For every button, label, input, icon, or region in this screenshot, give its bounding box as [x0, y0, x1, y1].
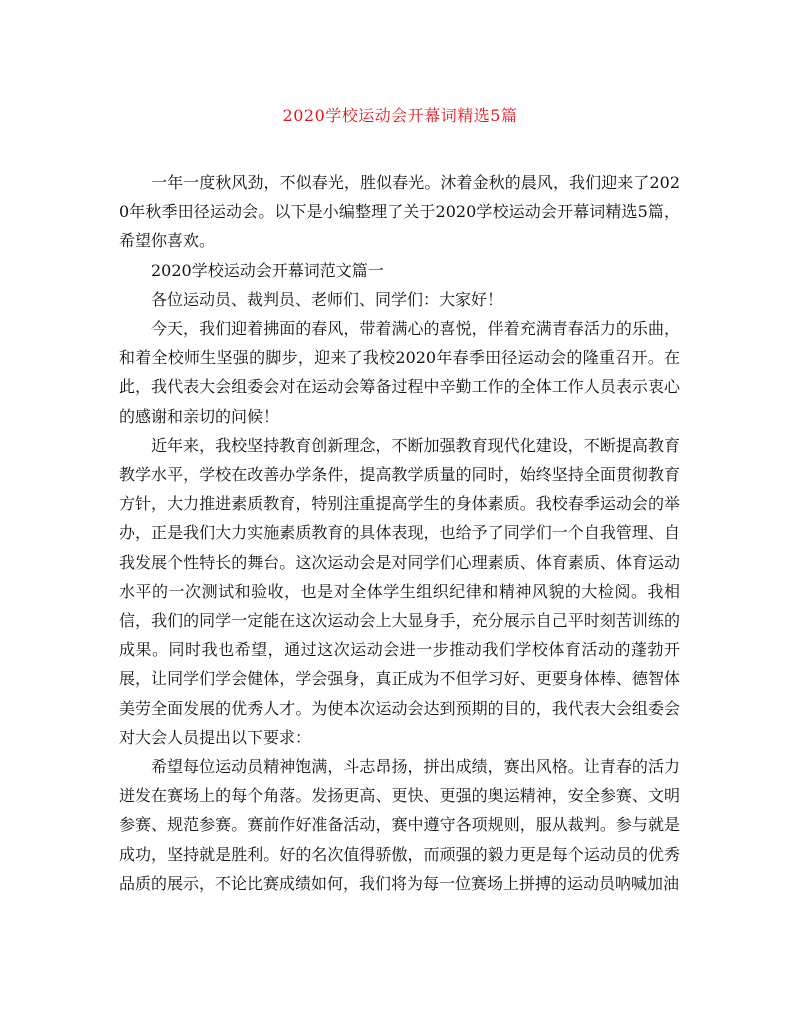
section-heading: 2020学校运动会开幕词范文篇一: [151, 260, 384, 280]
body-paragraph: 近年来，我校坚持教育创新理念，不断加强教育现代化建设，不断提高教育教学水平，学校在改善办学条件，提高教学质量的同时，始终坚持全面贯彻教育方针，大力推进素质教育，特别注重提高学生的身体素质。我校春季运动会的举办，正是我们大力实施素质教育的具体表现，也给予了同学们一个自我管理、自我发展个性特长的舞台。这次运动会是对同学们心理素质、体育素质、体育运动水平的一次测试和验收，也是对全体学生组织纪律和精神风貌的大检阅。我相信，我们的同学一定能在这次运动会上大显身手，充分展示自己平时刻苦训练的成果。同时我也希望，通过这次运动会进一步推动我们学校体育活动的蓬勃开展，让同学们学会健体，学会强身，真正成为不但学习好、更要身体棒、德智体美劳全面发展的优秀人才。为使本次运动会达到预期的目的，我代表大会组委会对大会人员提出以下要求：: [119, 435, 680, 747]
document-title: 2020学校运动会开幕词精选5篇: [282, 106, 518, 125]
athlete-requirements-paragraph: 希望每位运动员精神饱满，斗志昂扬，拼出成绩，赛出风格。让青春的活力迸发在赛场上的每个角落。发扬更高、更快、更强的奥运精神，安全参赛、文明参赛、规范参赛。赛前作好准备活动，赛中遵守各项规则，服从裁判。参与就是成功，坚持就是胜利。好的名次值得骄傲，而顽强的毅力更是每个运动员的优秀品质的展示，不论比赛成绩如何，我们将为每一位赛场上拼搏的运动员呐喊加油: [119, 757, 680, 893]
intro-paragraph: 一年一度秋风劲，不似春光，胜似春光。沐着金秋的晨风，我们迎来了2020年秋季田径运动会。以下是小编整理了关于2020学校运动会开幕词精选5篇，希望你喜欢。: [119, 173, 680, 251]
opening-paragraph: 今天，我们迎着拂面的春风，带着满心的喜悦，伴着充满青春活力的乐曲，和着全校师生坚强的脚步，迎来了我校2020年春季田径运动会的隆重召开。在此，我代表大会组委会对在运动会筹备过程中辛勤工作的全体工作人员表示衷心的感谢和亲切的问候！: [119, 319, 680, 426]
greeting-paragraph: 各位运动员、裁判员、老师们、同学们：大家好！: [151, 289, 504, 309]
document-body: [119, 168, 680, 898]
